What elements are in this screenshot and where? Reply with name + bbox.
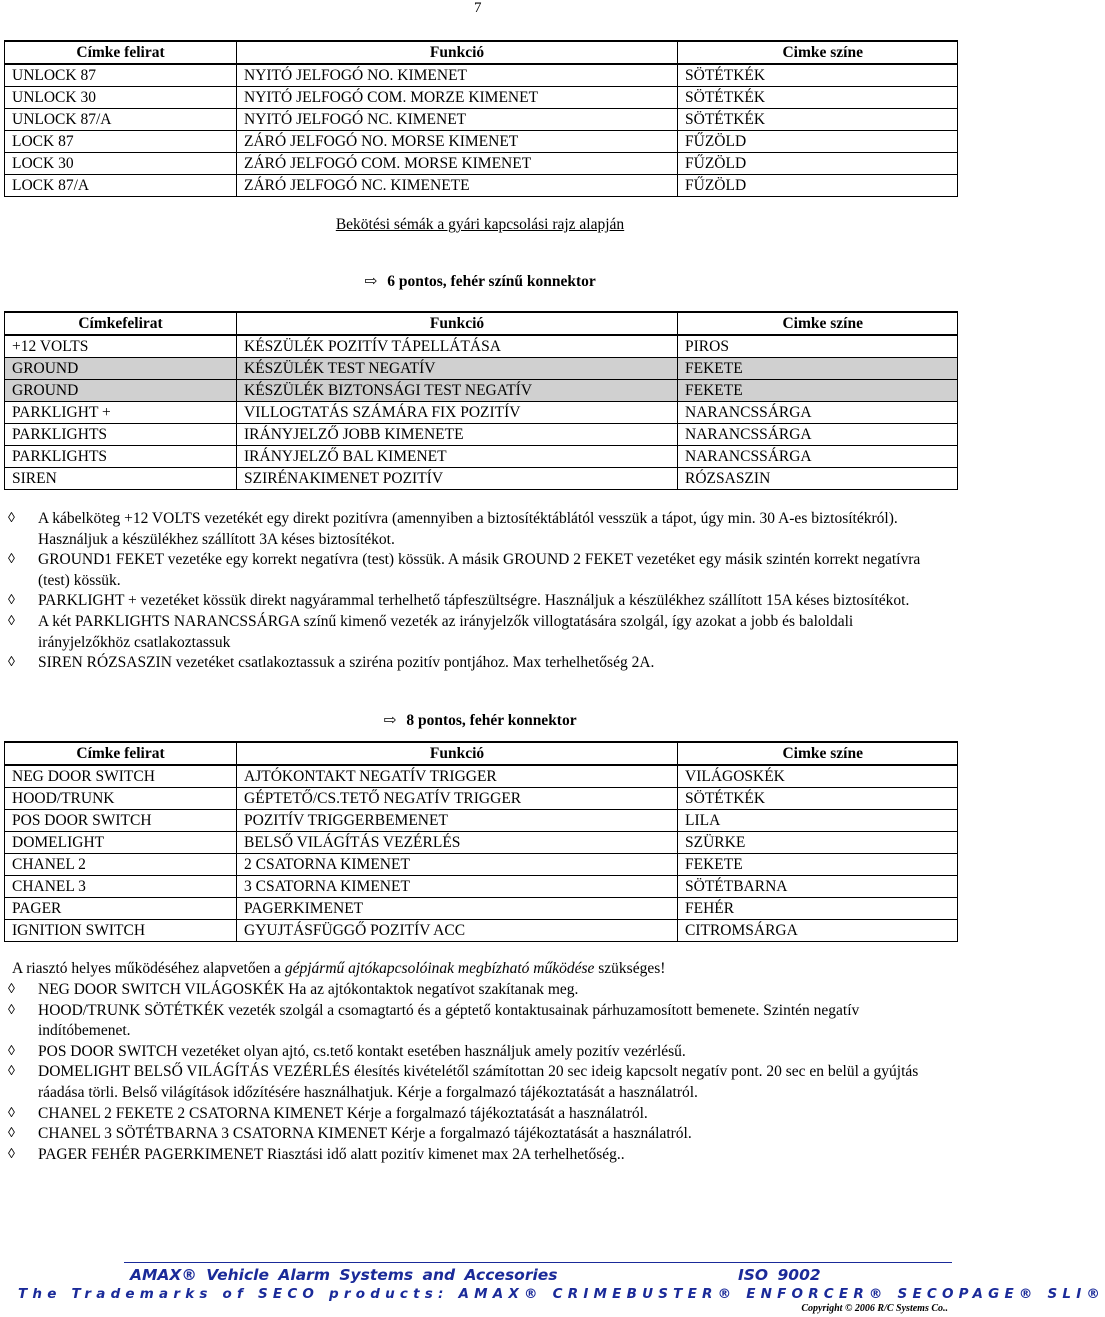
table-row xyxy=(5,854,958,876)
label-cell: UNLOCK 87 xyxy=(5,64,237,87)
table-row xyxy=(5,920,958,942)
column-header-label: Címkefelirat xyxy=(5,312,237,335)
color-cell: FEKETE xyxy=(678,854,958,876)
note-text: PARKLIGHT + vezetéket kössük direkt nagyárammal terhelhető tápfeszültségre. Használjuk a készülékhez szállított 15A késes biztosítékot. xyxy=(38,592,910,610)
label-cell: HOOD/TRUNK xyxy=(5,788,237,810)
table-row xyxy=(5,898,958,920)
function-cell: GÉPTETŐ/CS.TETŐ NEGATÍV TRIGGER xyxy=(237,788,678,810)
diamond-bullet-icon: ◊ xyxy=(8,982,15,997)
list-item xyxy=(8,1001,948,1042)
color-cell: SÖTÉTKÉK xyxy=(678,64,958,87)
column-header-function: Funkció xyxy=(237,742,678,765)
section-title-8pin xyxy=(0,711,960,730)
list-item xyxy=(8,1104,948,1125)
label-cell: NEG DOOR SWITCH xyxy=(5,765,237,788)
column-header-color: Cimke színe xyxy=(678,41,958,64)
color-cell: FŰZÖLD xyxy=(678,131,958,153)
color-cell: LILA xyxy=(678,810,958,832)
table-row xyxy=(5,335,958,358)
diamond-bullet-icon: ◊ xyxy=(8,1146,15,1162)
function-cell: KÉSZÜLÉK BIZTONSÁGI TEST NEGATÍV xyxy=(237,380,678,402)
arrow-right-icon: ⇨ xyxy=(383,712,397,729)
function-cell: BELSŐ VILÁGÍTÁS VEZÉRLÉS xyxy=(237,832,678,854)
function-cell: POZITÍV TRIGGERBEMENET xyxy=(237,810,678,832)
label-cell: LOCK 87 xyxy=(5,131,237,153)
footer-brand-text: AMAX® Vehicle Alarm Systems and Accesories xyxy=(130,1266,558,1284)
label-cell: CHANEL 3 xyxy=(5,876,237,898)
footer-divider xyxy=(124,1262,952,1263)
function-cell: AJTÓKONTAKT NEGATÍV TRIGGER xyxy=(237,765,678,788)
function-cell: NYITÓ JELFOGÓ COM. MORZE KIMENET xyxy=(237,87,678,109)
column-header-label: Címke felirat xyxy=(5,41,237,64)
column-header-function: Funkció xyxy=(237,41,678,64)
label-cell: CHANEL 2 xyxy=(5,854,237,876)
list-item xyxy=(8,1124,948,1145)
color-cell: NARANCSSÁRGA xyxy=(678,424,958,446)
table-row xyxy=(5,153,958,175)
table-row xyxy=(5,131,958,153)
function-cell: ZÁRÓ JELFOGÓ NC. KIMENETE xyxy=(237,175,678,197)
label-cell: LOCK 30 xyxy=(5,153,237,175)
diamond-bullet-icon: ◊ xyxy=(8,1105,15,1121)
arrow-right-icon: ⇨ xyxy=(364,273,378,290)
note-text: CHANEL 3 SÖTÉTBARNA 3 CSATORNA KIMENET Kérje a forgalmazó tájékoztatását a használatról. xyxy=(38,1125,692,1143)
page-number: 7 xyxy=(474,0,482,16)
function-cell: ZÁRÓ JELFOGÓ COM. MORSE KIMENET xyxy=(237,153,678,175)
label-cell: PARKLIGHTS xyxy=(5,446,237,468)
color-cell: CITROMSÁRGA xyxy=(678,920,958,942)
color-cell: SZÜRKE xyxy=(678,832,958,854)
table-row xyxy=(5,64,958,87)
color-cell: SÖTÉTKÉK xyxy=(678,109,958,131)
column-header-function: Funkció xyxy=(237,312,678,335)
label-cell: SIREN xyxy=(5,468,237,490)
table-row xyxy=(5,87,958,109)
label-cell: IGNITION SWITCH xyxy=(5,920,237,942)
note-text: DOMELIGHT BELSŐ VILÁGÍTÁS VEZÉRLÉS élesítés kivételétől számítottan 20 sec ideig kapcsolt negatív pont. 20 sec en belül a gyújtás ráadása törli. Belső világítások időzítésére használhatjuk. Kérje a forgalmazó tájékoztatását a használatról. xyxy=(38,1063,919,1101)
section-title-text: 8 pontos, fehér konnektor xyxy=(406,712,577,729)
label-cell: UNLOCK 87/A xyxy=(5,109,237,131)
label-cell: DOMELIGHT xyxy=(5,832,237,854)
label-cell: GROUND xyxy=(5,358,237,380)
color-cell: FŰZÖLD xyxy=(678,175,958,197)
intro-text: A riasztó helyes működéséhez alapvetően a xyxy=(12,960,285,977)
table-row xyxy=(5,468,958,490)
footer-copyright: Copyright © 2006 R/C Systems Co.. xyxy=(801,1303,948,1314)
function-cell: ZÁRÓ JELFOGÓ NO. MORSE KIMENET xyxy=(237,131,678,153)
list-item xyxy=(8,1042,948,1063)
label-cell: GROUND xyxy=(5,380,237,402)
footer-trademarks: The Trademarks of SECO products: AMAX® CRIMEBUSTER® ENFORCER® SECOPAGE® SLI® xyxy=(18,1286,1105,1302)
function-cell: IRÁNYJELZŐ JOBB KIMENETE xyxy=(237,424,678,446)
function-cell: NYITÓ JELFOGÓ NO. KIMENET xyxy=(237,64,678,87)
color-cell: SÖTÉTKÉK xyxy=(678,87,958,109)
list-item xyxy=(8,980,948,1001)
color-cell: SÖTÉTKÉK xyxy=(678,788,958,810)
list-item xyxy=(8,1062,948,1103)
list-item xyxy=(8,591,948,612)
diamond-bullet-icon: ◊ xyxy=(8,613,15,629)
table-row xyxy=(5,446,958,468)
diamond-bullet-icon: ◊ xyxy=(8,1064,15,1080)
function-cell: NYITÓ JELFOGÓ NC. KIMENET xyxy=(237,109,678,131)
table-header-row xyxy=(5,312,958,335)
list-item xyxy=(8,509,948,550)
color-cell: RÓZSASZIN xyxy=(678,468,958,490)
color-cell: PIROS xyxy=(678,335,958,358)
function-cell: PAGERKIMENET xyxy=(237,898,678,920)
function-cell: 3 CSATORNA KIMENET xyxy=(237,876,678,898)
six-pin-connector-table xyxy=(4,311,958,490)
list-item xyxy=(8,550,948,591)
label-cell: PAGER xyxy=(5,898,237,920)
color-cell: NARANCSSÁRGA xyxy=(678,446,958,468)
table-row xyxy=(5,810,958,832)
list-item xyxy=(8,1145,948,1166)
table-row xyxy=(5,358,958,380)
note-text: A két PARKLIGHTS NARANCSSÁRGA színű kimenő vezeték az irányjelzők villogtatására szolgál, így azokat a jobb és baloldali irányjelzőkhöz csatlakoztassuk xyxy=(38,612,854,651)
note-text: NEG DOOR SWITCH VILÁGOSKÉK Ha az ajtókontaktok negatívot szakítanak meg. xyxy=(38,981,579,998)
label-cell: LOCK 87/A xyxy=(5,175,237,197)
relay-wiring-table xyxy=(4,40,958,197)
footer-brand xyxy=(130,1266,952,1284)
function-cell: IRÁNYJELZŐ BAL KIMENET xyxy=(237,446,678,468)
eight-pin-notes xyxy=(8,980,948,1165)
label-cell: UNLOCK 30 xyxy=(5,87,237,109)
diamond-bullet-icon: ◊ xyxy=(8,593,15,609)
color-cell: FEKETE xyxy=(678,358,958,380)
color-cell: VILÁGOSKÉK xyxy=(678,765,958,788)
table-row xyxy=(5,175,958,197)
intro-text-end: szükséges! xyxy=(594,960,666,977)
function-cell: GYUJTÁSFÜGGŐ POZITÍV ACC xyxy=(237,920,678,942)
note-text: PAGER FEHÉR PAGERKIMENET Riasztási idő alatt pozitív kimenet max 2A terhelhetőség.. xyxy=(38,1145,625,1163)
table-row xyxy=(5,832,958,854)
function-cell: VILLOGTATÁS SZÁMÁRA FIX POZITÍV xyxy=(237,402,678,424)
color-cell: FEKETE xyxy=(678,380,958,402)
wiring-diagram-subtitle: Bekötési sémák a gyári kapcsolási rajz alapján xyxy=(335,216,625,233)
section-title-text: 6 pontos, fehér színű konnektor xyxy=(387,273,596,290)
diamond-bullet-icon: ◊ xyxy=(8,1043,15,1059)
note-text: A kábelköteg +12 VOLTS vezetékét egy direkt pozitívra (amennyiben a biztosítéktáblától vesszük a tápot, úgy min. 30 A-es biztosítékról). Használjuk a készülékhez szállított 3A késes biztosítékot. xyxy=(38,510,898,548)
list-item xyxy=(8,653,948,674)
intro-italic-text: gépjármű ajtókapcsolóinak megbízható működése xyxy=(284,960,595,977)
color-cell: SÖTÉTBARNA xyxy=(678,876,958,898)
note-text: GROUND1 FEKET vezetéke egy korrekt negatívra (test) kössük. A másik GROUND 2 FEKET vezetéket egy másik szintén korrekt negatívra (test) kössük. xyxy=(38,551,921,589)
label-cell: PARKLIGHT + xyxy=(5,402,237,424)
column-header-color: Cimke színe xyxy=(678,312,958,335)
function-cell: 2 CSATORNA KIMENET xyxy=(237,854,678,876)
table-row xyxy=(5,424,958,446)
footer-iso: ISO 9002 xyxy=(738,1266,821,1284)
note-text: POS DOOR SWITCH vezetéket olyan ajtó, cs.tető kontakt esetében használjuk amely pozitív vezérlésű. xyxy=(38,1042,686,1060)
function-cell: KÉSZÜLÉK POZITÍV TÁPELLÁTÁSA xyxy=(237,335,678,358)
label-cell: POS DOOR SWITCH xyxy=(5,810,237,832)
table-row xyxy=(5,765,958,788)
door-switch-intro xyxy=(12,960,665,978)
section-title-6pin xyxy=(0,272,960,291)
table-row xyxy=(5,788,958,810)
function-cell: KÉSZÜLÉK TEST NEGATÍV xyxy=(237,358,678,380)
note-text: SIREN RÓZSASZIN vezetéket csatlakoztassuk a sziréna pozitív pontjához. Max terhelhetőség 2A. xyxy=(38,654,655,672)
list-item xyxy=(8,612,948,653)
table-header-row xyxy=(5,41,958,64)
note-text: CHANEL 2 FEKETE 2 CSATORNA KIMENET Kérje a forgalmazó tájékoztatását a használatról. xyxy=(38,1104,648,1122)
function-cell: SZIRÉNAKIMENET POZITÍV xyxy=(237,468,678,490)
color-cell: FŰZÖLD xyxy=(678,153,958,175)
column-header-color: Cimke színe xyxy=(678,742,958,765)
diamond-bullet-icon: ◊ xyxy=(8,1126,15,1142)
table-row xyxy=(5,402,958,424)
diamond-bullet-icon: ◊ xyxy=(8,552,15,568)
diamond-bullet-icon: ◊ xyxy=(8,655,15,671)
color-cell: FEHÉR xyxy=(678,898,958,920)
note-text: HOOD/TRUNK SÖTÉTKÉK vezeték szolgál a csomagtartó és a géptető kontaktusainak párhuzamosított bemenete. Szintén negatív indítóbemenet. xyxy=(38,1001,860,1040)
diamond-bullet-icon: ◊ xyxy=(8,511,15,526)
column-header-label: Címke felirat xyxy=(5,742,237,765)
six-pin-notes xyxy=(8,509,948,674)
color-cell: NARANCSSÁRGA xyxy=(678,402,958,424)
label-cell: +12 VOLTS xyxy=(5,335,237,358)
label-cell: PARKLIGHTS xyxy=(5,424,237,446)
diamond-bullet-icon: ◊ xyxy=(8,1002,15,1018)
table-row xyxy=(5,380,958,402)
table-row xyxy=(5,876,958,898)
eight-pin-connector-table xyxy=(4,741,958,942)
table-row xyxy=(5,109,958,131)
table-header-row xyxy=(5,742,958,765)
